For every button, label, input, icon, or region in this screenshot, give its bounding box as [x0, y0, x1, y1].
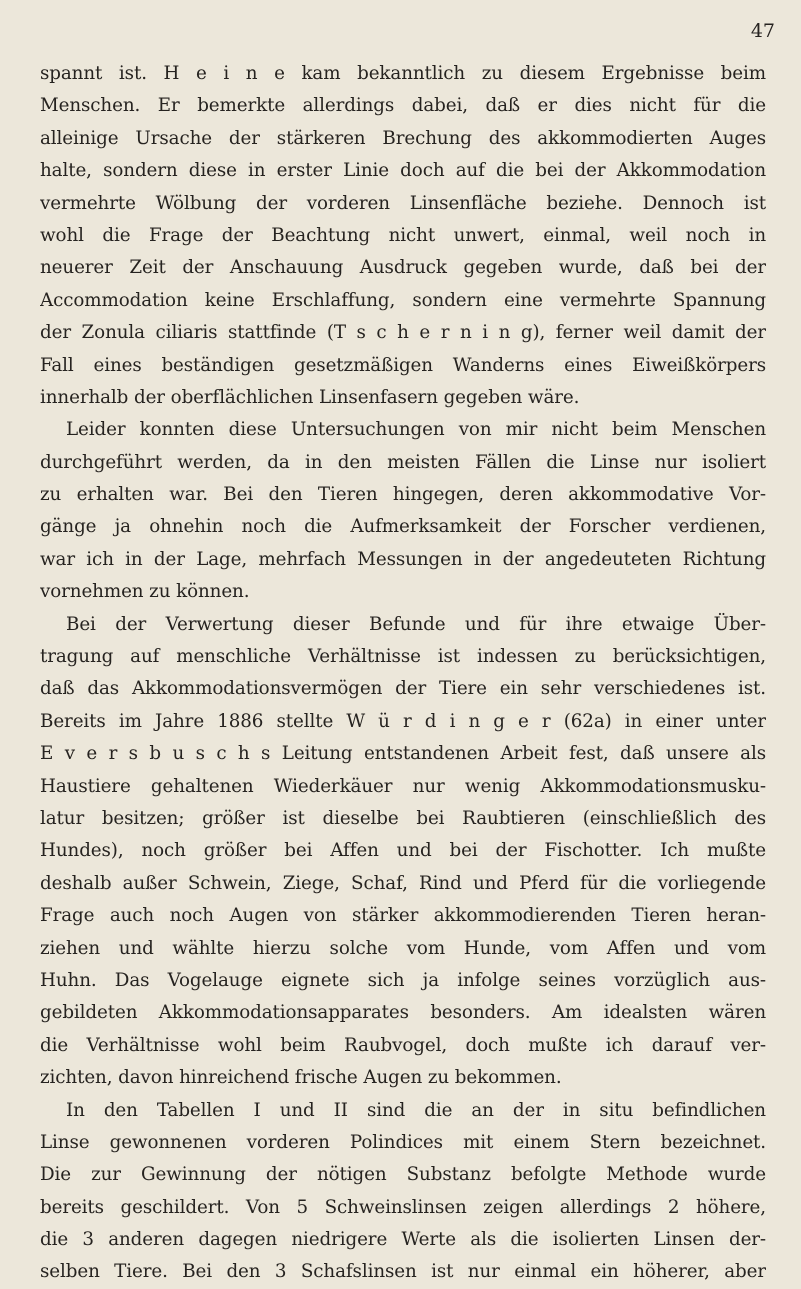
- text-line: innerhalb der oberflächlichen Linsenfasern gegeben wäre.: [40, 386, 580, 408]
- text-line: vornehmen zu können.: [40, 581, 250, 603]
- text-line: Die zur Gewinnung der nötigen Substanz befolgte Methode wurde: [40, 1164, 766, 1186]
- text-line: tragung auf menschliche Verhältnisse ist indessen zu berücksichtigen,: [40, 646, 766, 668]
- text-line: Haustiere gehaltenen Wiederkäuer nur wenig Akkommodationsmusku-: [40, 775, 766, 797]
- text-line: zu erhalten war. Bei den Tieren hingegen, deren akkommodative Vor-: [40, 484, 766, 506]
- text-line: Fall eines beständigen gesetzmäßigen Wanderns eines Eiweißkörpers: [40, 354, 766, 376]
- text-line: halte, sondern diese in erster Linie doch auf die bei der Akkommodation: [40, 160, 766, 182]
- text-line: die 3 anderen dagegen niedrigere Werte als die isolierten Linsen der-: [40, 1229, 766, 1251]
- text-line: die Verhältnisse wohl beim Raubvogel, doch mußte ich darauf ver-: [40, 1034, 766, 1056]
- text-line: Huhn. Das Vogelauge eignete sich ja infolge seines vorzüglich aus-: [40, 969, 766, 991]
- text-line: war ich in der Lage, mehrfach Messungen in der angedeuteten Richtung: [40, 548, 766, 570]
- page-number: 47: [750, 20, 775, 42]
- text-line: In den Tabellen I und II sind die an der in situ befindlichen: [66, 1099, 766, 1121]
- text-line: vermehrte Wölbung der vorderen Linsenfläche beziehe. Dennoch ist: [40, 192, 766, 214]
- text-line: gebildeten Akkommodationsapparates besonders. Am idealsten wären: [40, 1002, 766, 1024]
- body-text: [40, 58, 766, 1289]
- text-line: gänge ja ohnehin noch die Aufmerksamkeit der Forscher verdienen,: [40, 516, 766, 538]
- text-line: Leider konnten diese Untersuchungen von mir nicht beim Menschen: [66, 419, 766, 441]
- text-line: latur besitzen; größer ist dieselbe bei Raubtieren (einschließlich des: [40, 807, 766, 829]
- text-line: bereits geschildert. Von 5 Schweinslinsen zeigen allerdings 2 höhere,: [40, 1196, 766, 1218]
- text-line: Linse gewonnenen vorderen Polindices mit einem Stern bezeichnet.: [40, 1131, 766, 1153]
- text-line: neuerer Zeit der Anschauung Ausdruck gegeben wurde, daß bei der: [40, 257, 766, 279]
- text-line: alleinige Ursache der stärkeren Brechung des akkommodierten Auges: [40, 127, 766, 149]
- text-line: Bei der Verwertung dieser Befunde und für ihre etwaige Über-: [66, 613, 766, 635]
- text-line: deshalb außer Schwein, Ziege, Schaf, Rind und Pferd für die vorliegende: [40, 872, 766, 894]
- text-line: Accommodation keine Erschlaffung, sondern eine vermehrte Spannung: [40, 289, 766, 311]
- text-line: zichten, davon hinreichend frische Augen zu bekommen.: [40, 1067, 562, 1089]
- text-line: E v e r s b u s c h s Leitung entstandenen Arbeit fest, daß unsere als: [40, 743, 766, 765]
- text-line: ziehen und wählte hierzu solche vom Hunde, vom Affen und vom: [40, 937, 766, 959]
- text-line: daß das Akkommodationsvermögen der Tiere ein sehr verschiedenes ist.: [40, 678, 766, 700]
- text-line: Hundes), noch größer bei Affen und bei der Fischotter. Ich mußte: [40, 840, 766, 862]
- text-line: spannt ist. H e i n e kam bekanntlich zu diesem Ergebnisse beim: [40, 63, 766, 84]
- text-line: selben Tiere. Bei den 3 Schafslinsen ist nur einmal ein höherer, aber: [40, 1261, 766, 1283]
- text-line: Frage auch noch Augen von stärker akkommodierenden Tieren heran-: [40, 905, 766, 927]
- text-line: durchgeführt werden, da in den meisten Fällen die Linse nur isoliert: [40, 451, 766, 473]
- text-line: Menschen. Er bemerkte allerdings dabei, daß er dies nicht für die: [40, 95, 766, 117]
- text-line: der Zonula ciliaris stattfinde (T s c h e r n i n g), ferner weil damit der: [40, 322, 766, 344]
- text-line: Bereits im Jahre 1886 stellte W ü r d i n g e r (62a) in einer unter: [40, 710, 766, 732]
- text-line: wohl die Frage der Beachtung nicht unwert, einmal, weil noch in: [40, 224, 766, 246]
